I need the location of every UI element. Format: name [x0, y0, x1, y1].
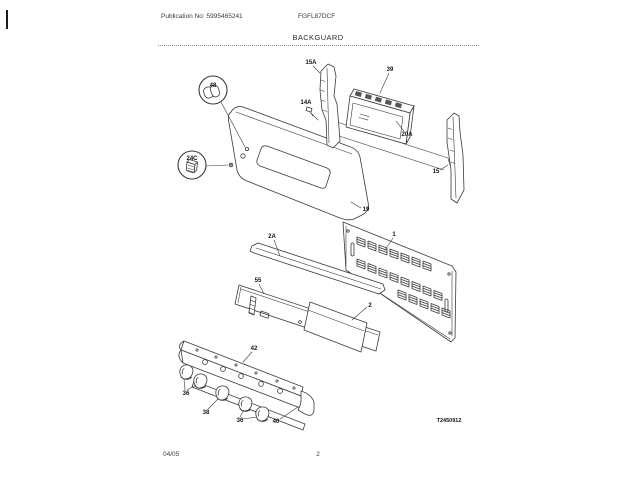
callout-20a: 20A [401, 132, 413, 138]
part-15-right-bracket [440, 113, 464, 203]
leader-line [280, 407, 298, 419]
knob-shaft-hole [221, 367, 226, 372]
part-2-access-panel [304, 302, 367, 352]
callout-24c: 24C [186, 156, 198, 162]
panel-hole [449, 332, 451, 334]
footer-date: 04/05 [163, 451, 180, 458]
leader-line [313, 66, 320, 73]
leader-line [206, 165, 228, 166]
leader-line [352, 307, 367, 320]
callout-55: 55 [254, 278, 262, 284]
callout-36: 36 [182, 391, 190, 397]
callout-38: 38 [202, 410, 210, 416]
callout-2: 2 [368, 303, 372, 309]
callout-15: 15 [432, 169, 440, 175]
publication-number: Publication No: 5995465241 [161, 13, 243, 20]
leader-line [380, 73, 389, 93]
callout-1: 1 [392, 232, 396, 238]
callout-40: 40 [272, 419, 280, 425]
callout-36b: 36 [236, 418, 244, 424]
leader-line [243, 352, 252, 362]
callout-14a: 14A [300, 100, 312, 106]
footer-page-number: 2 [316, 451, 320, 458]
panel-hole [448, 273, 450, 275]
knob [256, 407, 269, 422]
callout-39: 39 [386, 67, 394, 73]
panel-slot [351, 243, 354, 256]
knob [180, 365, 193, 380]
knob-shaft-hole [203, 360, 208, 365]
knob-shaft-hole [239, 374, 244, 379]
knob-shaft-hole [278, 389, 283, 394]
model-number: FGFL87DCF [298, 13, 336, 20]
knob-shaft-hole [259, 382, 264, 387]
callout-2a: 2A [268, 234, 276, 240]
leader-line [440, 165, 448, 170]
shaft-hole [241, 154, 245, 158]
callout-48: 48 [209, 83, 217, 89]
page-title: BACKGUARD [292, 33, 344, 42]
panel-hole [347, 230, 349, 232]
part-14a-screw [306, 107, 318, 120]
callout-42: 42 [250, 346, 258, 352]
diagram-code: T2450912 [436, 418, 462, 424]
screw [245, 147, 248, 150]
callout-19: 19 [362, 207, 370, 213]
callout-15a: 15A [305, 60, 317, 66]
